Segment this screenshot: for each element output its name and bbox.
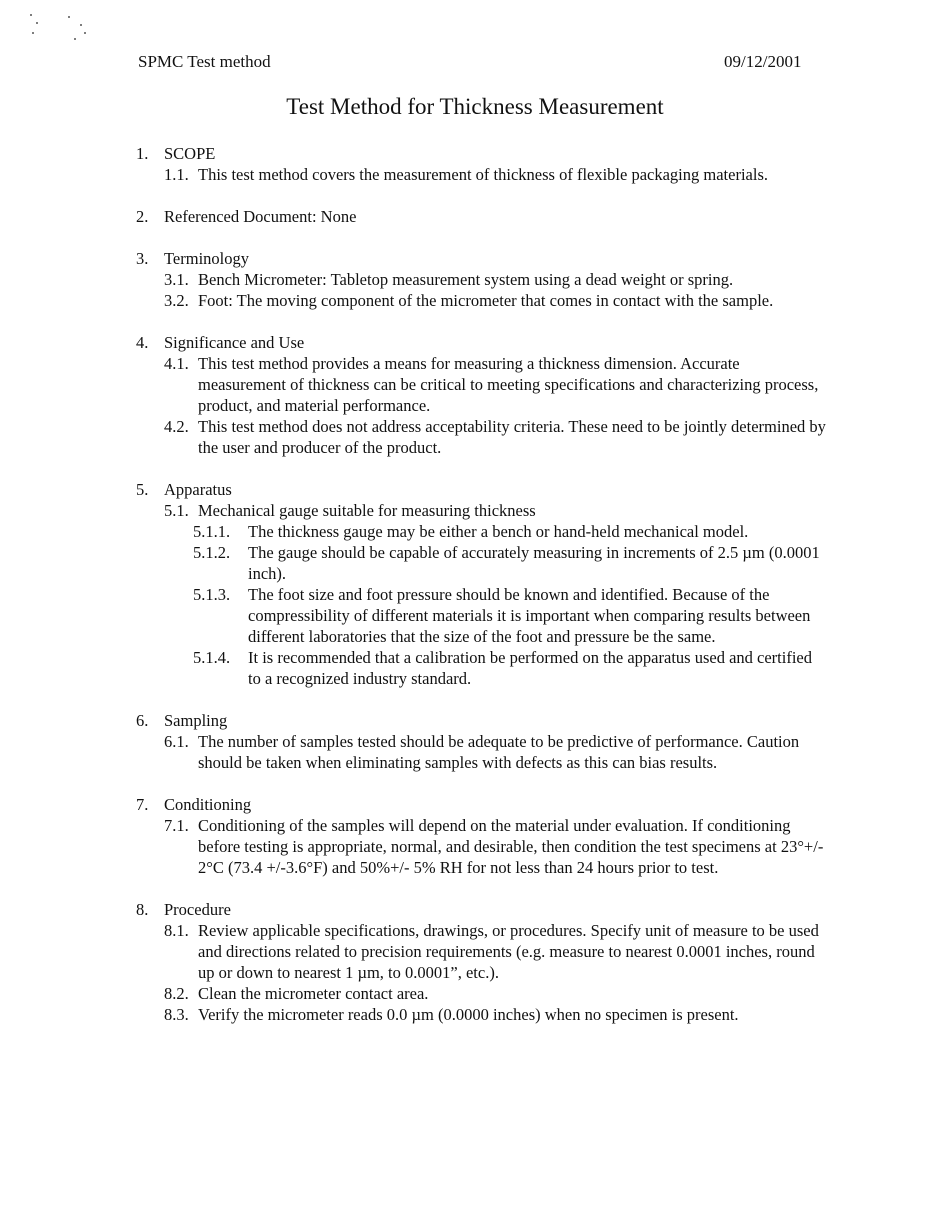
section-4 [136, 332, 826, 458]
item-number: 3.1. [164, 270, 189, 289]
item-text: Foot: The moving component of the micrometer that comes in contact with the sample. [198, 291, 774, 310]
item-text: This test method covers the measurement of thickness of flexible packaging materials. [198, 165, 768, 184]
section-heading-text: Terminology [164, 249, 249, 268]
item-text: Clean the micrometer contact area. [198, 984, 429, 1003]
document-body [136, 143, 826, 1046]
item-text: Mechanical gauge suitable for measuring thickness [198, 501, 536, 520]
section-heading [136, 143, 826, 164]
list-item [164, 353, 826, 416]
list-item [164, 500, 826, 521]
section-heading-text: Referenced Document: None [164, 207, 357, 226]
item-number: 8.2. [164, 984, 189, 1003]
section-heading [136, 479, 826, 500]
subitem-text: The foot size and foot pressure should be known and identified. Because of the compressibility of different materials it is important when comparing results between different laboratories that the size of the foot and pressure be the same. [248, 585, 811, 646]
section-number: 7. [136, 795, 149, 814]
list-item [164, 1004, 826, 1025]
item-number: 8.3. [164, 1005, 189, 1024]
list-item [164, 920, 826, 983]
subitem-text: The thickness gauge may be either a bench or hand-held mechanical model. [248, 522, 749, 541]
item-number: 4.1. [164, 354, 189, 373]
list-subitem [193, 647, 826, 689]
item-text: Conditioning of the samples will depend on the material under evaluation. If conditioning before testing is appropriate, normal, and desirable, then condition the test specimens at 23°+/- 2°C (73.4 +/-3.6°F) and 50%+/- 5% RH for not less than 24 hours prior to test. [198, 816, 824, 877]
item-text: Review applicable specifications, drawings, or procedures. Specify unit of measure to be used and directions related to precision requirements (e.g. measure to nearest 0.0001 inches, round up or down to nearest 1 µm, to 0.0001”, etc.). [198, 921, 819, 982]
section-heading-text: SCOPE [164, 144, 216, 163]
section-1 [136, 143, 826, 185]
section-number: 1. [136, 144, 149, 163]
section-heading-text: Apparatus [164, 480, 232, 499]
page-title: Test Method for Thickness Measurement [286, 94, 664, 119]
section-3 [136, 248, 826, 311]
list-item [164, 983, 826, 1004]
section-heading [136, 332, 826, 353]
section-number: 8. [136, 900, 149, 919]
header-date: 09/12/2001 [724, 52, 802, 71]
item-text: This test method does not address acceptability criteria. These need to be jointly determined by the user and producer of the product. [198, 417, 826, 457]
item-number: 4.2. [164, 417, 189, 436]
section-number: 6. [136, 711, 149, 730]
item-text: Verify the micrometer reads 0.0 µm (0.0000 inches) when no specimen is present. [198, 1005, 739, 1024]
item-number: 1.1. [164, 165, 189, 184]
item-text: This test method provides a means for measuring a thickness dimension. Accurate measurement of thickness can be critical to meeting specifications and characterizing process, product, and material performance. [198, 354, 819, 415]
item-text: The number of samples tested should be adequate to be predictive of performance. Caution should be taken when eliminating samples with defects as this can bias results. [198, 732, 800, 772]
list-item [164, 731, 826, 773]
subitem-number: 5.1.2. [193, 543, 231, 562]
section-6 [136, 710, 826, 773]
section-number: 2. [136, 207, 149, 226]
item-number: 8.1. [164, 921, 189, 940]
section-number: 4. [136, 333, 149, 352]
subitem-number: 5.1.3. [193, 585, 231, 604]
list-item [164, 164, 826, 185]
list-item [164, 290, 826, 311]
section-2 [136, 206, 826, 227]
item-number: 5.1. [164, 501, 189, 520]
section-7 [136, 794, 826, 878]
list-item [164, 416, 826, 458]
section-number: 3. [136, 249, 149, 268]
section-heading [136, 248, 826, 269]
list-subitem [193, 542, 826, 584]
section-heading-text: Procedure [164, 900, 231, 919]
scan-specks [26, 10, 96, 50]
header-doc-type: SPMC Test method [138, 52, 271, 71]
subitem-text: The gauge should be capable of accurately measuring in increments of 2.5 µm (0.0001 inch). [248, 543, 820, 583]
list-subitem [193, 521, 826, 542]
section-5 [136, 479, 826, 689]
section-heading-text: Significance and Use [164, 333, 305, 352]
item-number: 6.1. [164, 732, 189, 751]
section-heading [136, 710, 826, 731]
list-item [164, 815, 826, 878]
section-heading-text: Conditioning [164, 795, 252, 814]
item-number: 3.2. [164, 291, 189, 310]
list-subitem [193, 584, 826, 647]
list-item [164, 269, 826, 290]
section-8 [136, 899, 826, 1025]
subitem-number: 5.1.4. [193, 648, 231, 667]
section-heading-text: Sampling [164, 711, 228, 730]
subitem-number: 5.1.1. [193, 522, 231, 541]
section-heading [136, 794, 826, 815]
item-number: 7.1. [164, 816, 189, 835]
item-text: Bench Micrometer: Tabletop measurement system using a dead weight or spring. [198, 270, 734, 289]
subitem-text: It is recommended that a calibration be performed on the apparatus used and certified to a recognized industry standard. [248, 648, 812, 688]
section-number: 5. [136, 480, 149, 499]
section-heading [136, 899, 826, 920]
section-heading [136, 206, 826, 227]
